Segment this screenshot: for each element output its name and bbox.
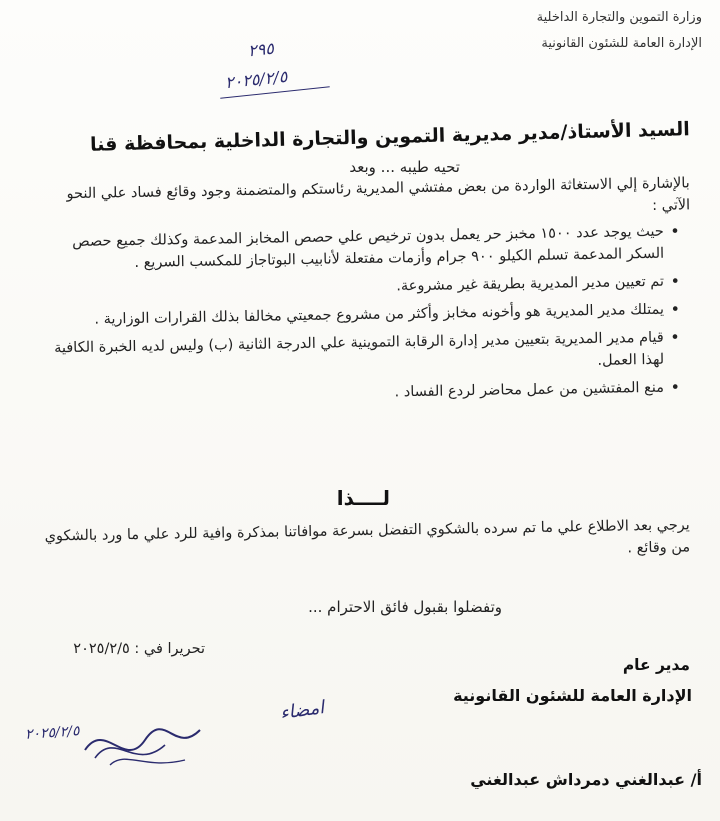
- signatory-name: أ/ عبدالغني دمرداش عبدالغني: [470, 770, 702, 789]
- closing-line: وتفضلوا بقبول فائق الاحترام ...: [308, 598, 502, 616]
- list-item: • منع المفتشين من عمل محاضر لردع الفساد .: [40, 376, 680, 409]
- list-item: • يمتلك مدير المديرية هو وأخونه مخابز وأكثر من مشروع جمعيتي مخالفا بذلك القرارات الوزارية .: [40, 298, 680, 331]
- complaint-list: [40, 223, 680, 410]
- list-item: • حيث يوجد عدد ١٥٠٠ مخبز حر يعمل بدون ترخيص علي حصص المخابز المدعمة وكذلك جميع حصص السكر المدعمة تسلم الكيلو ٩٠٠ جرام وأزمات مفتعلة لأنابيب البوتاجاز للمكسب السريع .: [40, 220, 681, 275]
- signature-scribble: [15, 710, 215, 780]
- intro-paragraph: بالإشارة إلي الاستغاثة الواردة من بعض مفتشي المديرية رئاستكم والمتضمنة وجود وقائع فساد علي النحو الآتي :: [66, 175, 691, 214]
- signature-title: مدير عام: [622, 656, 690, 674]
- reference-date: ٢٠٢٥/٢/٥: [224, 66, 289, 93]
- greeting: تحيه طيبه ... وبعد: [349, 158, 460, 176]
- department-name: الإدارة العامة للشئون القانونية: [541, 36, 702, 51]
- reference-number: ٢٩٥: [247, 38, 275, 61]
- signature-department: الإدارة العامة للشئون القانونية: [453, 686, 692, 705]
- addressee-line: السيد الأستاذ/مدير مديرية التموين والتجارة الداخلية بمحافظة قنا: [89, 118, 691, 156]
- list-item: • قيام مدير المديرية بتعيين مدير إدارة الرقابة التموينية علي الدرجة الثانية (ب) وليس لديه الخبرة الكافية لهذا العمل.: [40, 326, 681, 381]
- signature-initials: امضاء: [278, 697, 326, 724]
- date-line: تحريرا في : ٢٠٢٥/٢/٥: [73, 641, 205, 657]
- list-item: • تم تعيين مدير المديرية بطريقة غير مشروعة.: [40, 270, 680, 303]
- ministry-name: وزارة التموين والتجارة الداخلية: [536, 10, 702, 25]
- therefore-heading: لــــذا: [336, 486, 390, 510]
- request-paragraph: يرجي بعد الاطلاع علي ما تم سرده بالشكوي التفضل بسرعة موافاتنا بمذكرة وافية للرد علي ما ورد بالشكوي من وقائع .: [44, 517, 691, 557]
- signature-handwritten-date: ٢٠٢٥/٢/٥: [24, 723, 81, 743]
